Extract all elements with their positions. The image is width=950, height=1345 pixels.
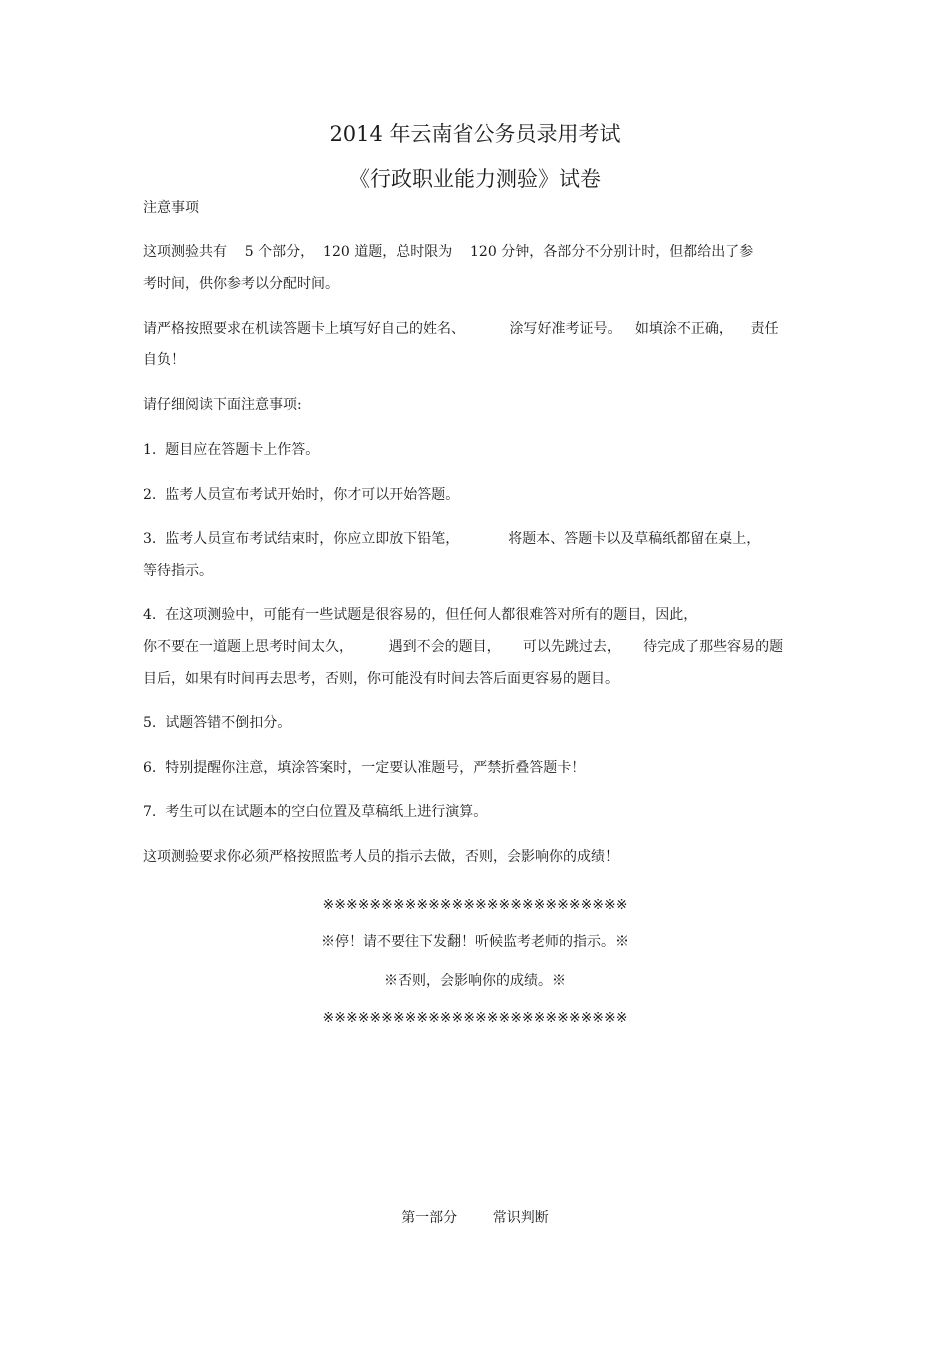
intro-paragraph-line-2: 考时间，供你参考以分配时间。 — [143, 276, 339, 292]
notice-item-4-line-1: 4. 在这项测验中，可能有一些试题是很容易的，但任何人都很难答对所有的题目，因此， — [143, 607, 698, 623]
section-heading: 第一部分 常识判断 — [401, 1210, 549, 1226]
notice-item-3-line-2: 等待指示。 — [143, 563, 213, 579]
notice-item-5: 5. 试题答错不倒扣分。 — [143, 715, 292, 731]
fill-instruction-line-1: 请严格按照要求在机读答题卡上填写好自己的姓名、 涂写好准考证号。 如填涂不正确， 责任 — [143, 321, 779, 337]
notice-item-3-line-1: 3. 监考人员宣布考试结束时，你应立即放下铅笔， 将题本、答题卡以及草稿纸都留在桌上， — [143, 531, 761, 547]
otherwise-notice: ※否则，会影响你的成绩。※ — [384, 973, 566, 989]
notice-item-4-line-3: 目后，如果有时间再去思考，否则，你可能没有时间去答后面更容易的题目。 — [143, 671, 619, 687]
stop-notice: ※停！请不要往下发翻！听候监考老师的指示。※ — [321, 934, 629, 950]
stars-divider-top: ※※※※※※※※※※※※※※※※※※※※※※※※※※ — [322, 897, 628, 913]
notice-item-6: 6. 特别提醒你注意，填涂答案时，一定要认准题号，严禁折叠答题卡！ — [143, 760, 586, 776]
exam-title: 2014 年云南省公务员录用考试 — [329, 122, 621, 146]
notice-item-2: 2. 监考人员宣布考试开始时，你才可以开始答题。 — [143, 487, 460, 503]
notice-item-4-line-2: 你不要在一道题上思考时间太久， 遇到不会的题目， 可以先跳过去， 待完成了那些容易的题 — [143, 639, 784, 655]
notice-heading: 注意事项 — [143, 200, 199, 216]
read-carefully-heading: 请仔细阅读下面注意事项: — [143, 397, 302, 413]
fill-instruction-line-2: 自负！ — [143, 352, 185, 368]
intro-paragraph-line-1: 这项测验共有 5 个部分， 120 道题，总时限为 120 分钟，各部分不分别计时，但都给出了参 — [143, 244, 754, 260]
exam-subtitle: 《行政职业能力测验》试卷 — [349, 167, 601, 191]
notice-item-7: 7. 考生可以在试题本的空白位置及草稿纸上进行演算。 — [143, 804, 488, 820]
stars-divider-bottom: ※※※※※※※※※※※※※※※※※※※※※※※※※※ — [322, 1010, 628, 1026]
final-instruction: 这项测验要求你必须严格按照监考人员的指示去做，否则，会影响你的成绩！ — [143, 849, 619, 865]
notice-item-1: 1. 题目应在答题卡上作答。 — [143, 442, 320, 458]
